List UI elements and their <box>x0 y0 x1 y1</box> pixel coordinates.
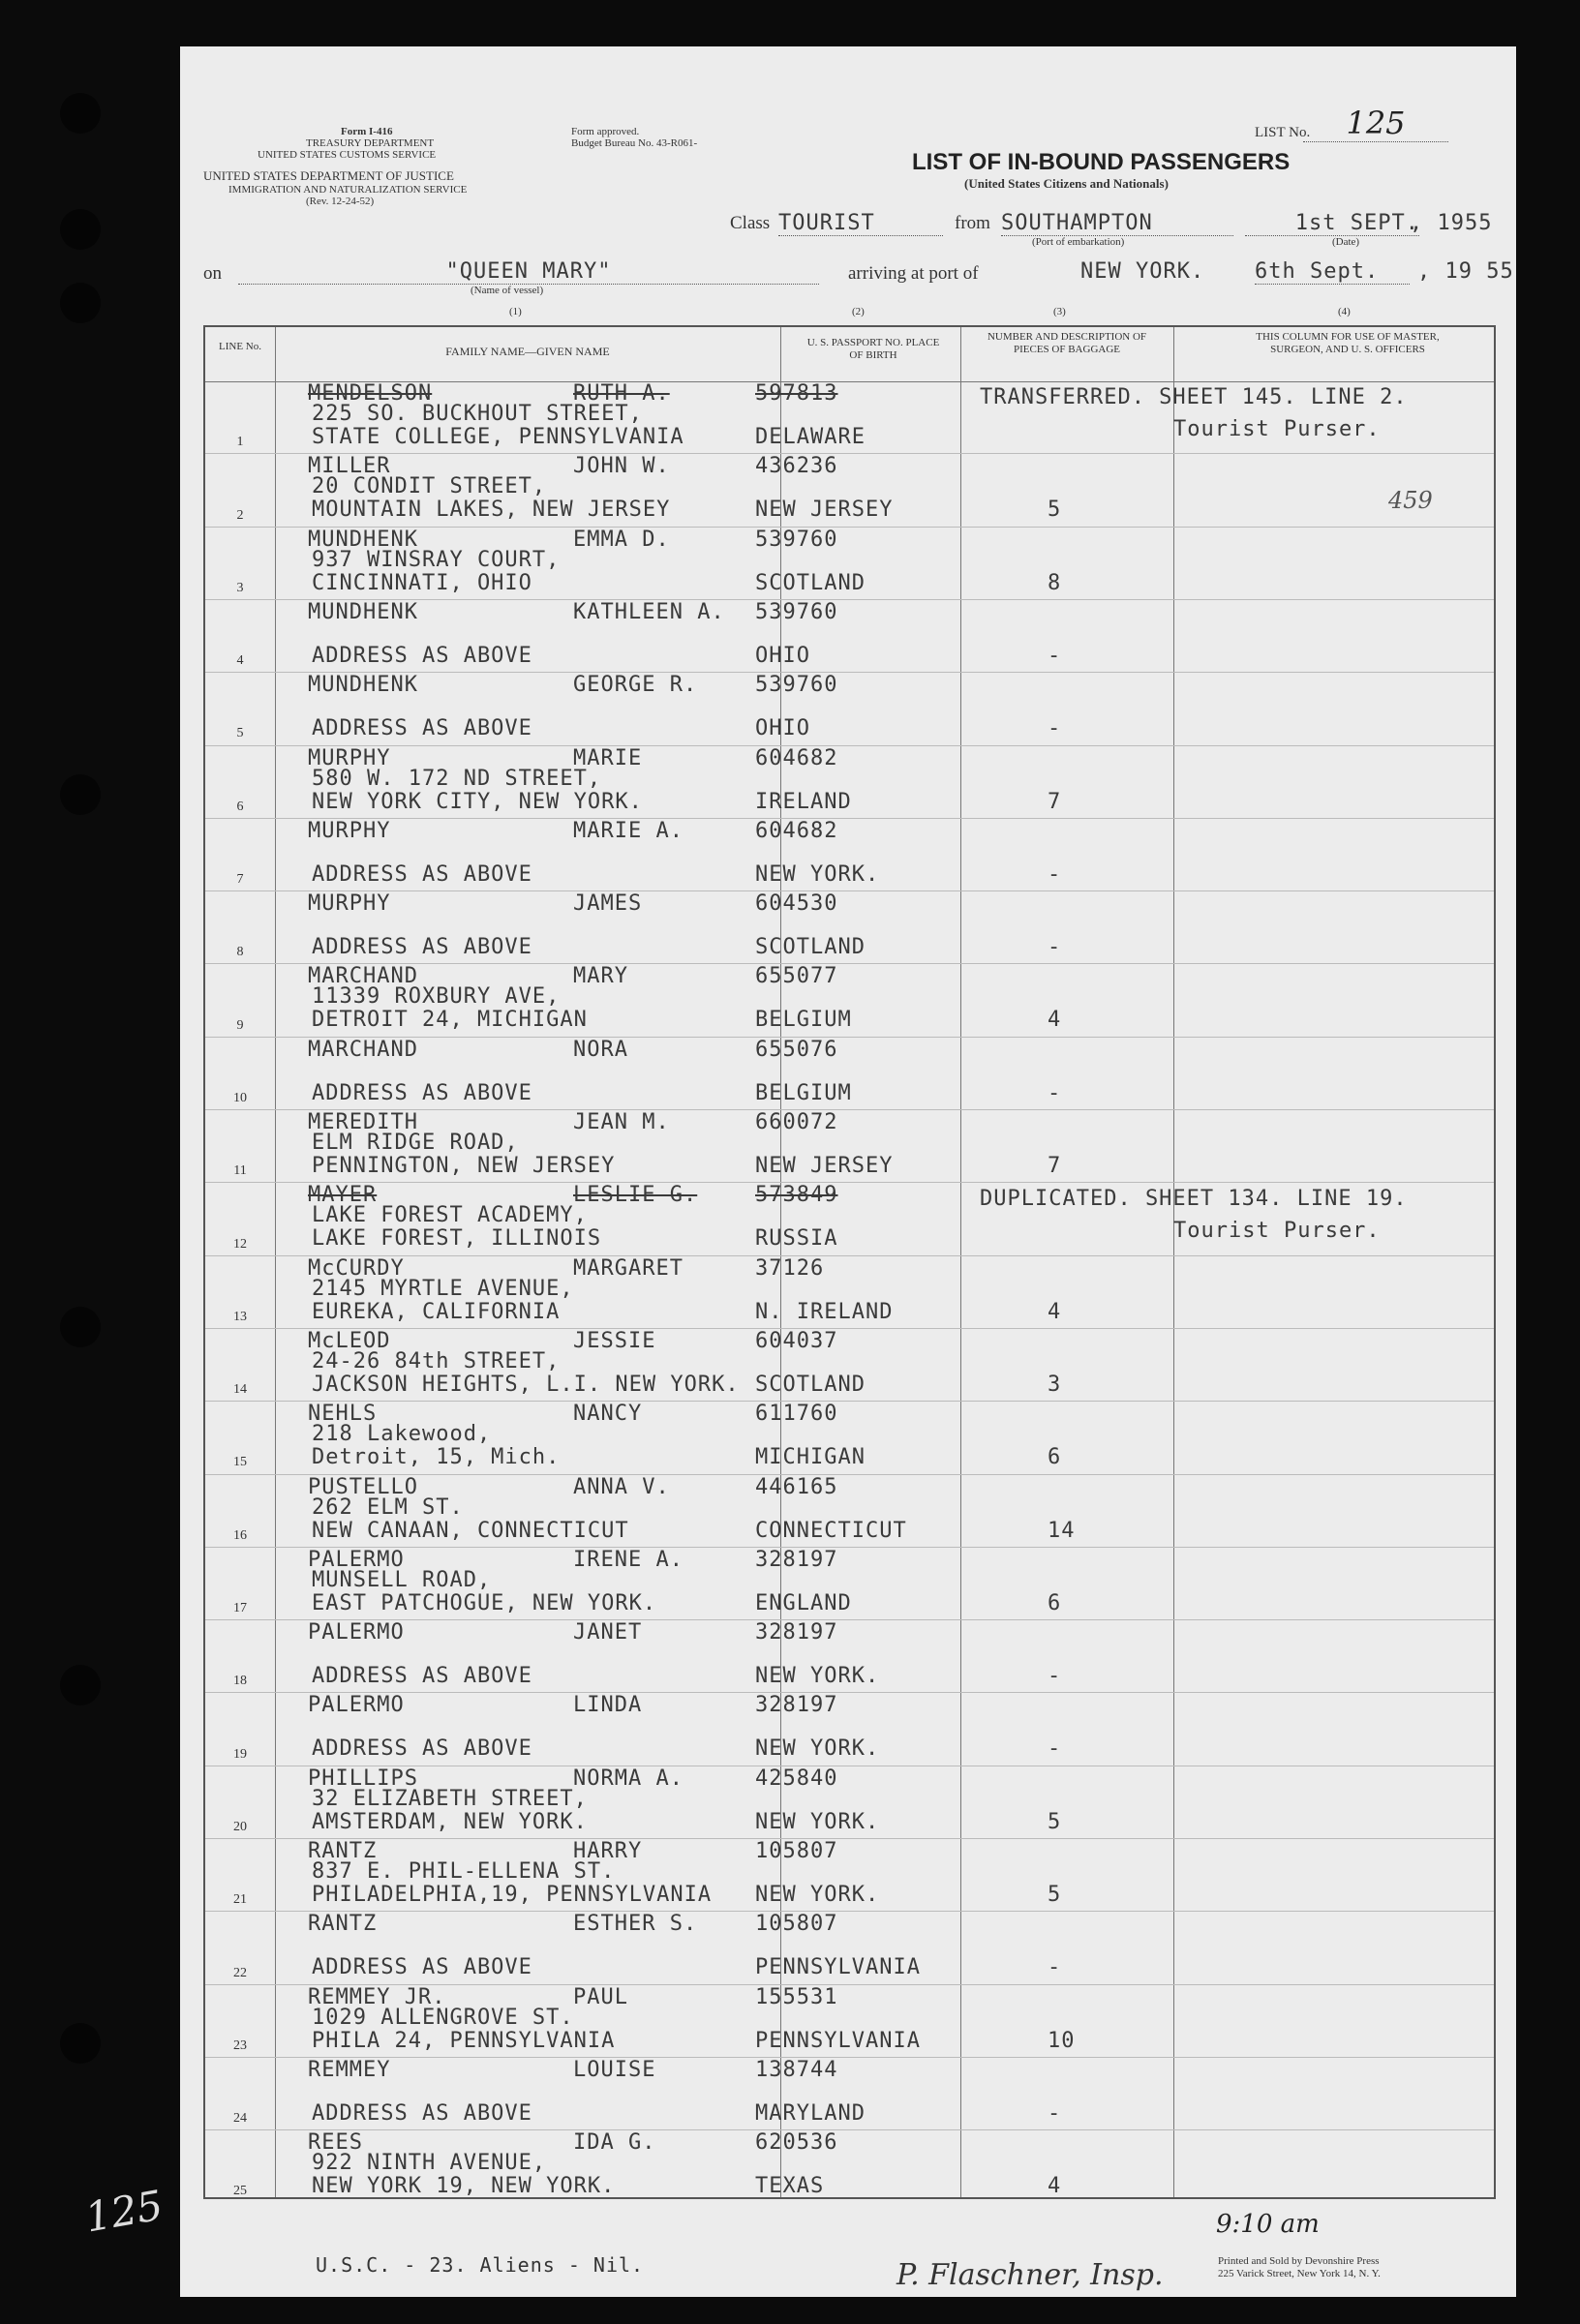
table-row <box>205 2058 1494 2130</box>
class-label: Class <box>730 213 771 233</box>
form-approved: Form approved. <box>571 126 640 137</box>
row-divider <box>205 1692 1494 1693</box>
passport-number: 539760 <box>755 673 838 698</box>
passenger-table <box>203 325 1496 2199</box>
place-of-birth: N. IRELAND <box>755 1299 894 1324</box>
place-of-birth: IRELAND <box>755 789 852 814</box>
passport-number: 660072 <box>755 1110 838 1134</box>
dept-customs: UNITED STATES CUSTOMS SERVICE <box>258 149 437 161</box>
family-name: McCURDY <box>308 1255 405 1281</box>
address-line-1: MUNSELL ROAD, <box>312 1567 492 1592</box>
table-row <box>205 746 1494 819</box>
family-name: McLEOD <box>308 1328 391 1353</box>
family-name: MUNDHENK <box>308 599 418 624</box>
passport-number: 138744 <box>755 2057 838 2082</box>
line-number: 8 <box>236 945 244 960</box>
line-number: 16 <box>233 1527 247 1543</box>
given-name: IDA G. <box>573 2130 656 2156</box>
address-line-2: DETROIT 24, MICHIGAN <box>312 1008 588 1033</box>
row-divider <box>205 1838 1494 1839</box>
passport-number: 604037 <box>755 1328 838 1353</box>
form-number: Form I-416 <box>341 126 393 137</box>
family-name: PALERMO <box>308 1620 405 1645</box>
baggage-count: - <box>1048 1080 1062 1105</box>
table-row <box>205 1693 1494 1766</box>
baggage-count: 4 <box>1048 1008 1062 1033</box>
line-number: 6 <box>236 799 244 814</box>
form-revision: (Rev. 12-24-52) <box>306 196 375 207</box>
baggage-count: 7 <box>1048 789 1062 814</box>
place-of-birth: DELAWARE <box>755 425 866 449</box>
place-of-birth: NEW YORK. <box>755 1883 880 1907</box>
list-number: 125 <box>1303 105 1448 142</box>
address-line-2: Detroit, 15, Mich. <box>312 1445 561 1470</box>
arrival-port: NEW YORK. <box>1080 259 1205 284</box>
place-of-birth: OHIO <box>755 643 810 668</box>
family-name: MARCHAND <box>308 964 418 989</box>
address-line-2: PHILA 24, PENNSYLVANIA <box>312 2028 616 2053</box>
address-line-2: EUREKA, CALIFORNIA <box>312 1299 561 1324</box>
given-name: JESSIE <box>573 1328 656 1353</box>
table-row <box>205 1475 1494 1548</box>
table-row <box>205 381 1494 454</box>
table-row <box>205 819 1494 891</box>
family-name: MARCHAND <box>308 1037 418 1062</box>
place-of-birth: NEW JERSEY <box>755 1154 894 1178</box>
address-line-2: ADDRESS AS ABOVE <box>312 1736 532 1762</box>
address-line-2: NEW YORK CITY, NEW YORK. <box>312 789 643 814</box>
passport-number: 604682 <box>755 818 838 843</box>
address-line-2: ADDRESS AS ABOVE <box>312 1955 532 1980</box>
place-of-birth: MICHIGAN <box>755 1445 866 1470</box>
line-number: 5 <box>236 726 244 741</box>
col-header-officers: THIS COLUMN FOR USE OF MASTER, SURGEON, AND U. S. OFFICERS <box>1256 331 1440 356</box>
handwritten-time: 9:10 am <box>1216 2210 1320 2239</box>
punch-hole <box>60 283 101 323</box>
passport-number: 611760 <box>755 1402 838 1427</box>
punch-hole <box>60 1665 101 1705</box>
row-divider <box>205 745 1494 746</box>
row-divider <box>205 527 1494 528</box>
line-number: 4 <box>236 653 244 669</box>
place-of-birth: SCOTLAND <box>755 570 866 595</box>
passport-number: 655076 <box>755 1037 838 1062</box>
table-row <box>205 1110 1494 1183</box>
table-row <box>205 1839 1494 1912</box>
dept-immigration: IMMIGRATION AND NATURALIZATION SERVICE <box>228 184 468 196</box>
address-line-1: 1029 ALLENGROVE ST. <box>312 2005 574 2030</box>
family-name: MUNDHENK <box>308 527 418 552</box>
given-name: GEORGE R. <box>573 673 698 698</box>
table-row <box>205 964 1494 1037</box>
given-name: JEAN M. <box>573 1110 670 1134</box>
address-line-1: 20 CONDIT STREET, <box>312 474 547 499</box>
table-row <box>205 1548 1494 1620</box>
address-line-2: ADDRESS AS ABOVE <box>312 643 532 668</box>
baggage-count: 7 <box>1048 1154 1062 1178</box>
passport-number: 539760 <box>755 527 838 552</box>
address-line-2: PHILADELPHIA,19, PENNSYLVANIA <box>312 1883 713 1907</box>
bottom-summary: U.S.C. - 23. Aliens - Nil. <box>316 2253 645 2277</box>
passport-number: 105807 <box>755 1839 838 1863</box>
place-of-birth: PENNSYLVANIA <box>755 2028 921 2053</box>
address-line-1: 24-26 84th STREET, <box>312 1348 561 1373</box>
given-name: HARRY <box>573 1839 643 1863</box>
given-name: MARIE A. <box>573 818 684 843</box>
given-name: KATHLEEN A. <box>573 599 725 624</box>
line-number: 10 <box>233 1090 247 1105</box>
passport-number: 37126 <box>755 1255 825 1281</box>
row-divider <box>205 1182 1494 1183</box>
row-divider <box>205 818 1494 819</box>
given-name: NANCY <box>573 1402 643 1427</box>
baggage-count: - <box>1048 1736 1062 1762</box>
family-name: NEHLS <box>308 1402 378 1427</box>
passport-number: 573849 <box>755 1183 838 1208</box>
officer-note-purser: Tourist Purser. <box>1173 417 1381 441</box>
punch-hole <box>60 209 101 250</box>
place-of-birth: RUSSIA <box>755 1226 838 1252</box>
given-name: IRENE A. <box>573 1547 684 1572</box>
row-divider <box>205 1474 1494 1475</box>
address-line-2: ADDRESS AS ABOVE <box>312 716 532 741</box>
passport-number: 155531 <box>755 1984 838 2009</box>
family-name: MAYER <box>308 1183 378 1208</box>
family-name: REES <box>308 2130 363 2156</box>
col-header-passport: U. S. PASSPORT NO. PLACE OF BIRTH <box>806 337 940 362</box>
passport-number: 105807 <box>755 1912 838 1937</box>
given-name: EMMA D. <box>573 527 670 552</box>
table-row <box>205 1329 1494 1402</box>
line-number: 12 <box>233 1236 247 1252</box>
passport-number: 604682 <box>755 745 838 770</box>
table-row <box>205 1912 1494 1984</box>
place-of-birth: MARYLAND <box>755 2100 866 2126</box>
passport-number: 539760 <box>755 599 838 624</box>
baggage-count: 10 <box>1048 2028 1076 2053</box>
table-row <box>205 528 1494 600</box>
place-of-birth: CONNECTICUT <box>755 1518 907 1543</box>
budget-bureau: Budget Bureau No. 43-R061- <box>571 137 698 149</box>
table-row <box>205 1985 1494 2058</box>
family-name: REMMEY JR. <box>308 1984 446 2009</box>
address-line-1: 2145 MYRTLE AVENUE, <box>312 1276 574 1301</box>
col-caption-4: (4) <box>1338 306 1351 317</box>
line-number: 15 <box>233 1455 247 1470</box>
given-name: MARGARET <box>573 1255 684 1281</box>
address-line-1: 11339 ROXBURY AVE, <box>312 984 561 1010</box>
inspector-signature: P. Flaschner, Insp. <box>896 2258 1164 2292</box>
col-header-baggage: NUMBER AND DESCRIPTION OF PIECES OF BAGGAGE <box>987 331 1147 356</box>
row-divider <box>205 2129 1494 2130</box>
row-divider <box>205 1547 1494 1548</box>
punch-hole <box>60 93 101 134</box>
punch-hole <box>60 774 101 815</box>
officer-note: DUPLICATED. SHEET 134. LINE 19. <box>980 1187 1408 1212</box>
arrival-date: 6th Sept. <box>1255 259 1410 285</box>
line-number: 11 <box>233 1163 247 1179</box>
col-caption-3: (3) <box>1053 306 1066 317</box>
baggage-count: 5 <box>1048 1883 1062 1907</box>
given-name: NORMA A. <box>573 1766 684 1791</box>
baggage-count: 3 <box>1048 1372 1062 1397</box>
row-divider <box>205 890 1494 891</box>
address-line-2: ADDRESS AS ABOVE <box>312 2100 532 2126</box>
row-divider <box>205 1984 1494 1985</box>
arrival-year: , 19 55 <box>1417 259 1514 284</box>
row-divider <box>205 1401 1494 1402</box>
line-number: 24 <box>233 2111 247 2127</box>
family-name: MURPHY <box>308 891 391 917</box>
address-line-1: 922 NINTH AVENUE, <box>312 2151 547 2176</box>
place-of-birth: PENNSYLVANIA <box>755 1955 921 1980</box>
baggage-count: 8 <box>1048 570 1062 595</box>
line-number: 17 <box>233 1601 247 1616</box>
col-header-line: LINE No. <box>219 341 261 352</box>
vessel-name: "QUEEN MARY" <box>238 259 819 285</box>
document-title: LIST OF IN-BOUND PASSENGERS <box>912 149 1291 175</box>
officer-note-purser: Tourist Purser. <box>1173 1219 1381 1244</box>
embark-year: , 1955 <box>1410 211 1493 235</box>
baggage-count: 5 <box>1048 1809 1062 1834</box>
row-divider <box>205 672 1494 673</box>
date-caption: (Date) <box>1332 236 1360 248</box>
line-number: 22 <box>233 1965 247 1980</box>
row-divider <box>205 1328 1494 1329</box>
given-name: JAMES <box>573 891 643 917</box>
address-line-2: MOUNTAIN LAKES, NEW JERSEY <box>312 498 671 523</box>
col-caption-1: (1) <box>509 306 522 317</box>
address-line-2: LAKE FOREST, ILLINOIS <box>312 1226 602 1252</box>
baggage-count: - <box>1048 716 1062 741</box>
given-name: LESLIE G. <box>573 1183 698 1208</box>
address-line-2: ADDRESS AS ABOVE <box>312 861 532 887</box>
line-number: 18 <box>233 1674 247 1689</box>
embarkation-caption: (Port of embarkation) <box>1032 236 1125 248</box>
baggage-count: - <box>1048 2100 1062 2126</box>
baggage-count: - <box>1048 643 1062 668</box>
punch-hole <box>60 1307 101 1347</box>
address-line-2: PENNINGTON, NEW JERSEY <box>312 1154 616 1178</box>
family-name: MURPHY <box>308 745 391 770</box>
given-name: ESTHER S. <box>573 1912 698 1937</box>
line-number: 1 <box>236 435 244 450</box>
address-line-2: ADDRESS AS ABOVE <box>312 1080 532 1105</box>
given-name: ANNA V. <box>573 1474 670 1499</box>
place-of-birth: NEW YORK. <box>755 861 880 887</box>
passport-number: 436236 <box>755 454 838 479</box>
printer-line-1: Printed and Sold by Devonshire Press <box>1218 2255 1380 2267</box>
address-line-1: 837 E. PHIL-ELLENA ST. <box>312 1859 616 1884</box>
baggage-count: 4 <box>1048 1299 1062 1324</box>
passport-number: 328197 <box>755 1620 838 1645</box>
line-number: 25 <box>233 2184 247 2199</box>
baggage-count: - <box>1048 935 1062 960</box>
address-line-1: 262 ELM ST. <box>312 1494 464 1520</box>
class-value: TOURIST <box>778 211 943 236</box>
row-divider <box>205 599 1494 600</box>
row-divider <box>205 963 1494 964</box>
place-of-birth: SCOTLAND <box>755 935 866 960</box>
address-line-2: NEW YORK 19, NEW YORK. <box>312 2174 616 2199</box>
baggage-count: 5 <box>1048 498 1062 523</box>
family-name: MEREDITH <box>308 1110 418 1134</box>
from-label: from <box>955 213 990 233</box>
baggage-count: - <box>1048 861 1062 887</box>
punch-hole <box>60 2023 101 2064</box>
page-total: 459 <box>1388 487 1433 514</box>
side-number: 125 <box>81 2181 167 2242</box>
family-name: REMMEY <box>308 2057 391 2082</box>
address-line-1: 218 Lakewood, <box>312 1422 492 1447</box>
family-name: PALERMO <box>308 1693 405 1718</box>
table-row <box>205 1402 1494 1474</box>
table-row <box>205 454 1494 527</box>
address-line-2: AMSTERDAM, NEW YORK. <box>312 1809 588 1834</box>
family-name: MURPHY <box>308 818 391 843</box>
passport-number: 604530 <box>755 891 838 917</box>
line-number: 23 <box>233 2037 247 2053</box>
dept-treasury: TREASURY DEPARTMENT <box>306 137 435 149</box>
address-line-2: ADDRESS AS ABOVE <box>312 935 532 960</box>
baggage-count: - <box>1048 1664 1062 1689</box>
on-label: on <box>203 263 222 284</box>
table-row <box>205 891 1494 964</box>
given-name: LOUISE <box>573 2057 656 2082</box>
row-divider <box>205 1037 1494 1038</box>
family-name: RANTZ <box>308 1839 378 1863</box>
place-of-birth: BELGIUM <box>755 1080 852 1105</box>
family-name: MUNDHENK <box>308 673 418 698</box>
address-line-1: LAKE FOREST ACADEMY, <box>312 1203 588 1228</box>
line-number: 20 <box>233 1819 247 1834</box>
passport-number: 328197 <box>755 1547 838 1572</box>
address-line-1: 225 SO. BUCKHOUT STREET, <box>312 402 643 426</box>
given-name: JOHN W. <box>573 454 670 479</box>
passport-number: 597813 <box>755 381 838 406</box>
line-number: 19 <box>233 1746 247 1762</box>
place-of-birth: OHIO <box>755 716 810 741</box>
col-header-name: FAMILY NAME—GIVEN NAME <box>445 345 610 358</box>
line-number: 7 <box>236 872 244 888</box>
table-row <box>205 1620 1494 1693</box>
given-name: MARY <box>573 964 628 989</box>
baggage-count: 4 <box>1048 2174 1062 2199</box>
address-line-1: 32 ELIZABETH STREET, <box>312 1786 588 1811</box>
address-line-2: NEW CANAAN, CONNECTICUT <box>312 1518 629 1543</box>
port-of-embarkation: SOUTHAMPTON <box>1001 211 1233 236</box>
table-row <box>205 1256 1494 1329</box>
passport-number: 425840 <box>755 1766 838 1791</box>
table-row <box>205 1766 1494 1839</box>
address-line-2: JACKSON HEIGHTS, L.I. NEW YORK. <box>312 1372 740 1397</box>
baggage-count: 14 <box>1048 1518 1076 1543</box>
table-row <box>205 1038 1494 1110</box>
line-number: 21 <box>233 1892 247 1908</box>
baggage-count: 6 <box>1048 1445 1062 1470</box>
given-name: LINDA <box>573 1693 643 1718</box>
vessel-caption: (Name of vessel) <box>471 285 544 296</box>
line-number: 3 <box>236 580 244 595</box>
place-of-birth: NEW YORK. <box>755 1664 880 1689</box>
row-divider <box>205 1255 1494 1256</box>
passport-number: 655077 <box>755 964 838 989</box>
family-name: PHILLIPS <box>308 1766 418 1791</box>
address-line-2: ADDRESS AS ABOVE <box>312 1664 532 1689</box>
family-name: PUSTELLO <box>308 1474 418 1499</box>
line-number: 13 <box>233 1309 247 1324</box>
table-row <box>205 1183 1494 1255</box>
address-line-1: 937 WINSRAY COURT, <box>312 547 561 572</box>
address-line-1: 580 W. 172 ND STREET, <box>312 766 602 791</box>
arriving-label: arriving at port of <box>848 263 979 284</box>
list-no-label: LIST No. <box>1255 125 1311 140</box>
baggage-count: 6 <box>1048 1590 1062 1615</box>
table-row <box>205 600 1494 673</box>
passport-number: 446165 <box>755 1474 838 1499</box>
given-name: MARIE <box>573 745 643 770</box>
place-of-birth: BELGIUM <box>755 1008 852 1033</box>
family-name: PALERMO <box>308 1547 405 1572</box>
row-divider <box>205 2057 1494 2058</box>
address-line-1: ELM RIDGE ROAD, <box>312 1131 519 1155</box>
col-caption-2: (2) <box>852 306 865 317</box>
address-line-2: STATE COLLEGE, PENNSYLVANIA <box>312 425 684 449</box>
baggage-count: - <box>1048 1955 1062 1980</box>
given-name: PAUL <box>573 1984 628 2009</box>
row-divider <box>205 1911 1494 1912</box>
family-name: MILLER <box>308 454 391 479</box>
family-name: MENDELSON <box>308 381 433 406</box>
passenger-manifest-page <box>180 46 1516 2297</box>
given-name: JANET <box>573 1620 643 1645</box>
row-divider <box>205 1619 1494 1620</box>
place-of-birth: NEW JERSEY <box>755 498 894 523</box>
line-number: 2 <box>236 507 244 523</box>
officer-note: TRANSFERRED. SHEET 145. LINE 2. <box>980 385 1408 409</box>
table-row <box>205 2130 1494 2203</box>
place-of-birth: SCOTLAND <box>755 1372 866 1397</box>
dept-justice: UNITED STATES DEPARTMENT OF JUSTICE <box>203 168 454 183</box>
place-of-birth: NEW YORK. <box>755 1736 880 1762</box>
document-subtitle: (United States Citizens and Nationals) <box>964 176 1169 191</box>
address-line-2: CINCINNATI, OHIO <box>312 570 532 595</box>
printer-line-2: 225 Varick Street, New York 14, N. Y. <box>1218 2268 1381 2279</box>
row-divider <box>205 453 1494 454</box>
address-line-2: EAST PATCHOGUE, NEW YORK. <box>312 1590 657 1615</box>
given-name: RUTH A. <box>573 381 670 406</box>
row-divider <box>205 1109 1494 1110</box>
place-of-birth: NEW YORK. <box>755 1809 880 1834</box>
given-name: NORA <box>573 1037 628 1062</box>
table-row <box>205 673 1494 745</box>
line-number: 14 <box>233 1382 247 1398</box>
family-name: RANTZ <box>308 1912 378 1937</box>
passport-number: 620536 <box>755 2130 838 2156</box>
place-of-birth: TEXAS <box>755 2174 825 2199</box>
embark-date: 1st SEPT. <box>1245 211 1419 236</box>
place-of-birth: ENGLAND <box>755 1590 852 1615</box>
passport-number: 328197 <box>755 1693 838 1718</box>
line-number: 9 <box>236 1017 244 1033</box>
